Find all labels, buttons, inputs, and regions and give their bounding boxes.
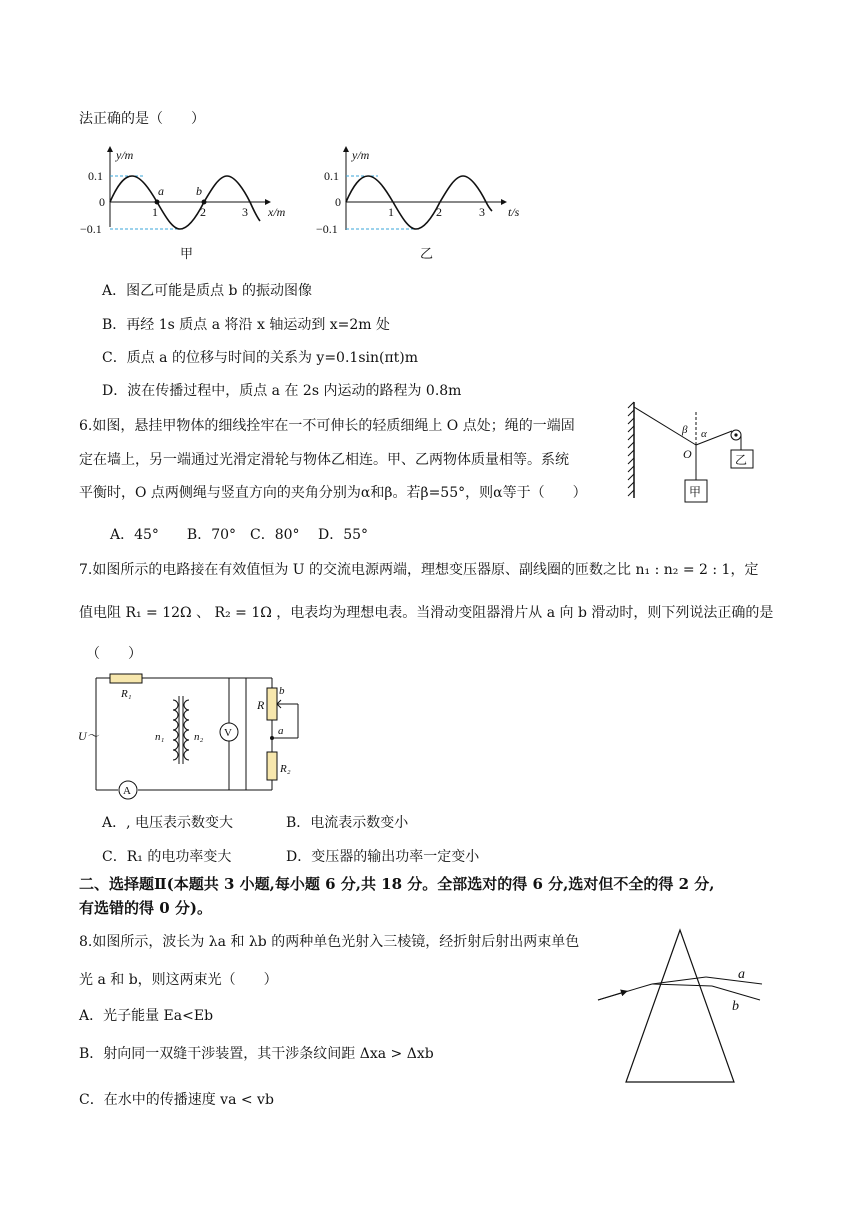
r2-label: R₂ xyxy=(280,763,291,775)
voltmeter-label: V xyxy=(224,727,232,739)
ammeter-label: A xyxy=(123,785,131,797)
graph-yi-tick: 0.1 xyxy=(324,169,339,183)
q6-line-1: 6.如图，悬挂甲物体的细线拴牢在一不可伸长的轻质细绳上 O 点处；绳的一端固 xyxy=(79,418,575,434)
graph-yi-x-label: t/s xyxy=(508,205,520,219)
graph-yi xyxy=(316,145,536,261)
graph-yi-tick: 1 xyxy=(388,205,394,219)
q6-line-3: 平衡时，O 点两侧绳与竖直方向的夹角分别为α和β。若β=55°，则α等于（ ） xyxy=(79,485,587,501)
q7-option-a: A．, 电压表示数变大 xyxy=(102,815,234,831)
graph-jia-tick: 3 xyxy=(242,205,248,219)
q8-option-a: A．光子能量 Ea<Eb xyxy=(79,1008,214,1024)
terminal-b-label: b xyxy=(279,685,285,697)
graph-jia-tick: 1 xyxy=(152,205,158,219)
q5-option-d: D．波在传播过程中，质点 a 在 2s 内运动的路程为 0.8m xyxy=(102,383,462,399)
graph-jia-tick: 2 xyxy=(200,205,206,219)
q7-line-3: （ ） xyxy=(86,646,142,662)
q7-line-2: 值电阻 R₁ = 12Ω 、 R₂ = 1Ω ，电表均为理想电表。当滑动变阻器滑片从 a 向 b 滑动时，则下列说法正确的是 xyxy=(79,605,774,621)
source-label: U～ xyxy=(78,729,99,743)
q8-option-b: B．射向同一双缝干涉装置，其干涉条纹间距 Δxa > Δxb xyxy=(79,1046,434,1062)
block-jia-label: 甲 xyxy=(689,485,702,499)
section-2-heading-line-2: 有选错的得 0 分)。 xyxy=(79,899,212,917)
q6-line-2: 定在墙上，另一端通过光滑定滑轮与物体乙相连。甲、乙两物体质量相等。系统 xyxy=(79,452,569,468)
terminal-a-label: a xyxy=(278,725,284,737)
graph-jia-tick: −0.1 xyxy=(80,222,102,236)
q5-option-b: B．再经 1s 质点 a 将沿 x 轴运动到 x=2m 处 xyxy=(102,317,391,333)
n2-label: n₂ xyxy=(194,731,204,743)
graph-jia-tick: 0.1 xyxy=(88,169,103,183)
graph-yi-tick: 2 xyxy=(436,205,442,219)
q5-option-c: C．质点 a 的位移与时间的关系为 y=0.1sin(πt)m xyxy=(102,350,419,366)
graph-jia xyxy=(80,145,300,261)
rheostat-label: R xyxy=(257,698,265,712)
q8-line-2: 光 a 和 b，则这两束光（ ） xyxy=(79,972,278,988)
q8-option-c: C．在水中的传播速度 va < vb xyxy=(79,1092,274,1108)
q5-stem-tail: 法正确的是（ ） xyxy=(79,111,205,127)
q7-option-b: B．电流表示数变小 xyxy=(286,815,409,831)
q7-option-c: C．R₁ 的电功率变大 xyxy=(102,849,232,865)
q5-option-a: A．图乙可能是质点 b 的振动图像 xyxy=(102,283,312,299)
prism-figure xyxy=(594,926,774,1086)
point-o-label: O xyxy=(683,447,692,461)
graph-yi-y-label: y/m xyxy=(352,148,370,162)
q7-line-1: 7.如图所示的电路接在有效值恒为 U 的交流电源两端，理想变压器原、副线圈的匝数之比 n₁ : n₂ = 2 : 1，定 xyxy=(79,562,759,578)
graph-yi-tick: −0.1 xyxy=(316,222,338,236)
q7-option-d: D．变压器的输出功率一定变小 xyxy=(286,849,480,865)
q8-line-1: 8.如图所示，波长为 λa 和 λb 的两种单色光射入三棱镜，经折射后射出两束单色 xyxy=(79,934,580,950)
graph-jia-y-label: y/m xyxy=(116,148,134,162)
block-yi-label: 乙 xyxy=(735,453,748,467)
section-2-heading-line-1: 二、选择题Ⅱ(本题共 3 小题,每小题 6 分,共 18 分。全部选对的得 6 分,选对但不全的得 2 分, xyxy=(79,875,715,893)
q7-circuit xyxy=(76,668,336,808)
beta-label: β xyxy=(682,424,688,436)
r1-label: R₁ xyxy=(121,688,132,700)
graph-yi-caption: 乙 xyxy=(420,246,434,261)
ray-b-label: b xyxy=(732,999,739,1014)
point-b-label: b xyxy=(196,184,202,198)
graph-yi-tick: 3 xyxy=(479,205,485,219)
graph-yi-tick: 0 xyxy=(335,195,341,209)
graph-jia-caption: 甲 xyxy=(180,246,194,261)
q6-figure xyxy=(628,400,778,510)
q6-options: A．45° B．70° C．80° D．55° xyxy=(110,527,369,543)
point-a-label: a xyxy=(158,184,164,198)
alpha-label: α xyxy=(701,428,707,440)
ray-a-label: a xyxy=(738,967,745,982)
graph-jia-x-label: x/m xyxy=(268,205,286,219)
n1-label: n₁ xyxy=(155,731,165,743)
graph-jia-tick: 0 xyxy=(99,195,105,209)
